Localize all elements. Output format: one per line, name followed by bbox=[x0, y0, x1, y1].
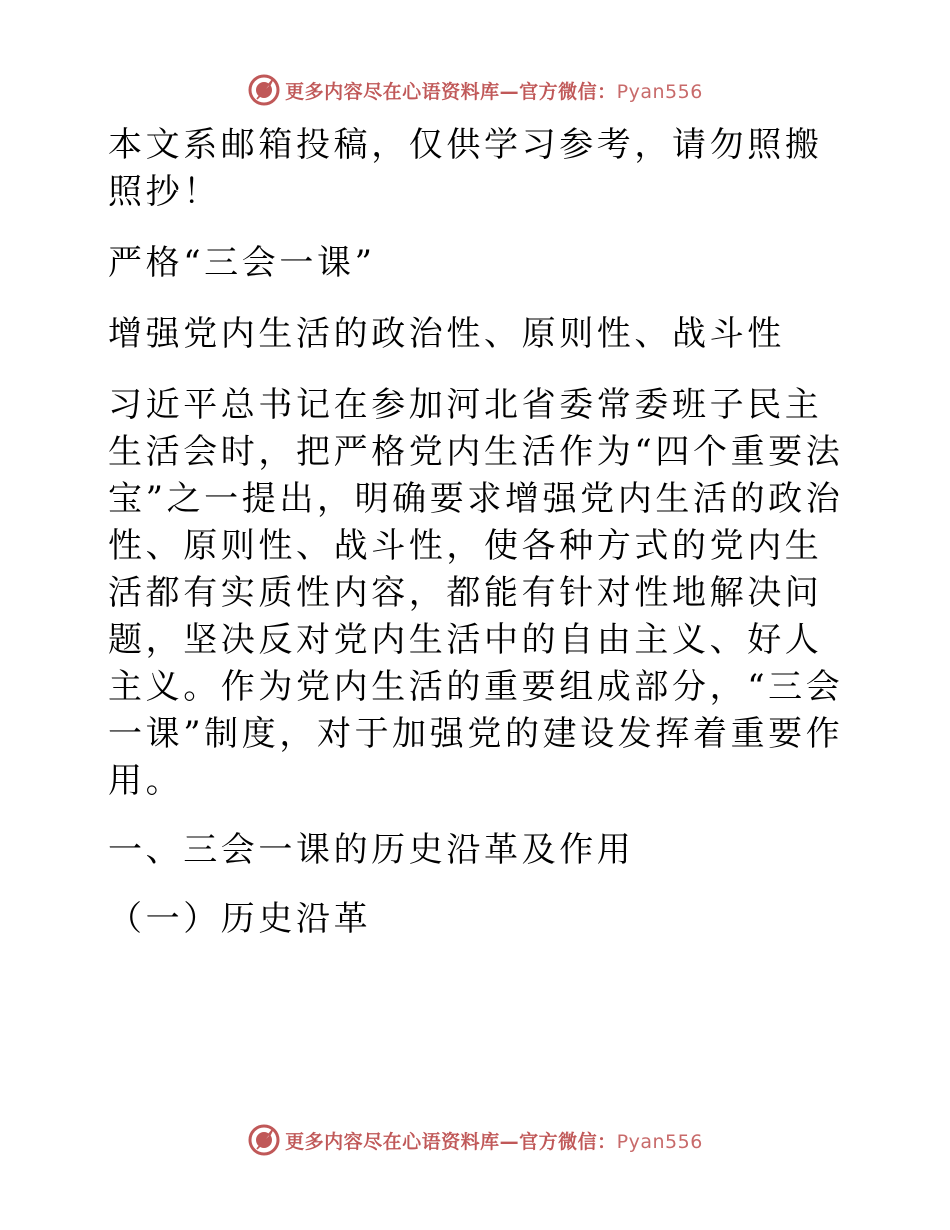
watermark-account: Pyan556 bbox=[616, 80, 703, 103]
header-watermark bbox=[0, 70, 950, 110]
watermark-text bbox=[285, 77, 703, 104]
subsection-heading: （一）历史沿革 bbox=[108, 899, 372, 939]
document-title-line1: 严格“三会一课” bbox=[108, 243, 376, 283]
quill-seal-icon bbox=[247, 73, 281, 107]
quill-seal-icon bbox=[247, 1123, 281, 1157]
watermark-brand: 更多内容尽在心语资料库—官方微信： bbox=[285, 1130, 617, 1153]
section-heading: 一、三会一课的历史沿革及作用 bbox=[108, 830, 635, 870]
watermark-brand: 更多内容尽在心语资料库—官方微信： bbox=[285, 80, 617, 103]
footer-watermark bbox=[0, 1120, 950, 1160]
submission-notice: 本文系邮箱投稿，仅供学习参考，请勿照搬照抄！ bbox=[108, 125, 823, 212]
document-body bbox=[98, 122, 858, 943]
watermark-text bbox=[285, 1127, 703, 1154]
document-title-line2: 增强党内生活的政治性、原则性、战斗性 bbox=[108, 314, 785, 354]
body-paragraph: 习近平总书记在参加河北省委常委班子民主生活会时，把严格党内生活作为“四个重要法宝”之一提出，明确要求增强党内生活的政治性、原则性、战斗性，使各种方式的党内生活都有实质性内容，都能有针对性地解决问题，坚决反对党内生活中的自由主义、好人主义。作为党内生活的重要组成部分，“三会一课”制度，对于加强党的建设发挥着重要作用。 bbox=[108, 385, 844, 801]
watermark-account: Pyan556 bbox=[616, 1130, 703, 1153]
